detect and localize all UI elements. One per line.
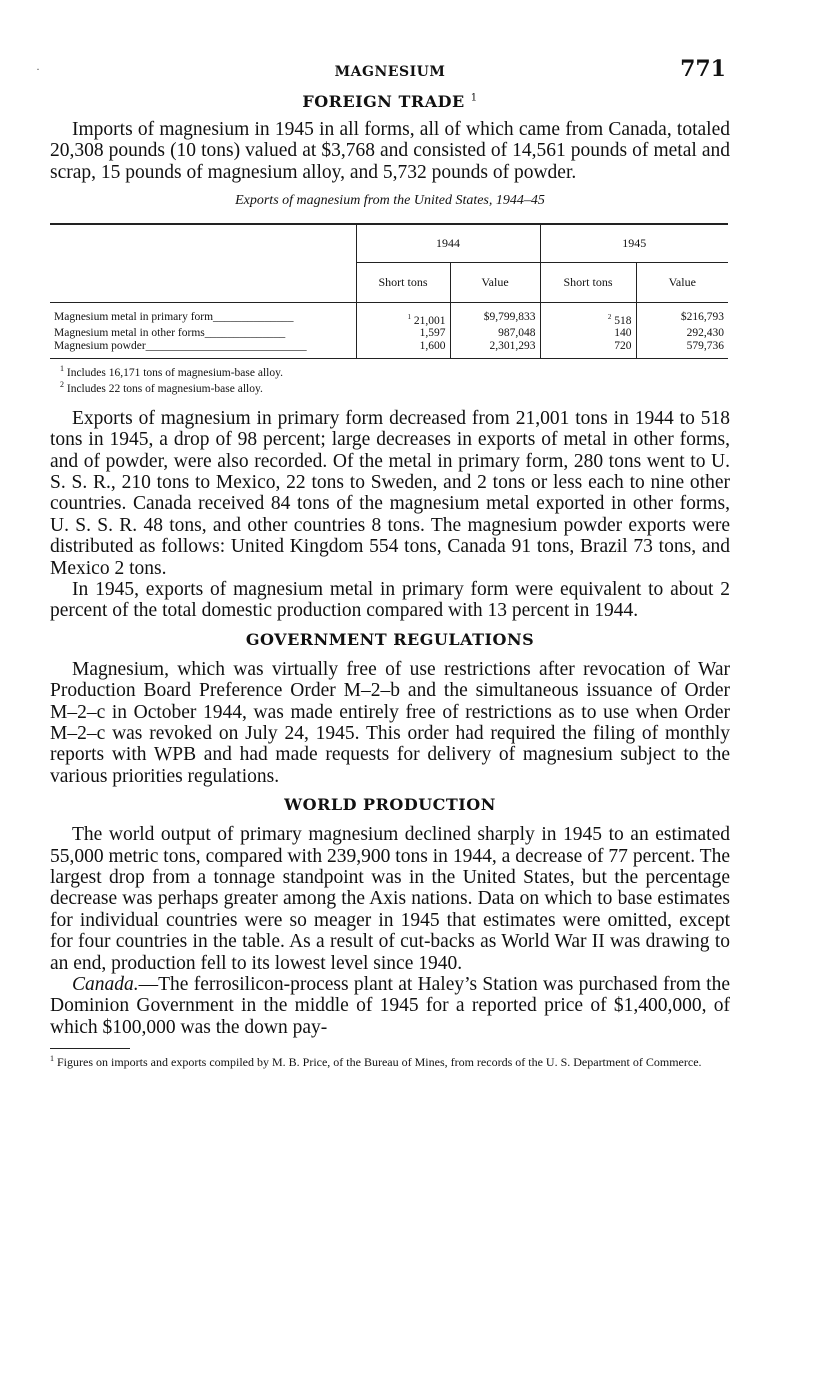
world-production-heading: WORLD PRODUCTION (284, 795, 496, 815)
world-paragraph: The world output of primary magnesium declined sharply in 1945 to an estimated 55,000 metric tons, compared with 239,900 tons in 1944, a decrease of 77 percent. The largest drop from a tonnage standpoint was in the United States, but the percentage decrease was perhaps greater among the Axis nations. Data on which to base estimates for individual countries were so meager in 1945 that estimates were omitted, except for four countries in the table. As a result of cut-backs as World War II was drawing to an end, production fell to its lowest level since 1940. (50, 824, 730, 974)
col-short-tons-1944: Short tons (356, 262, 450, 302)
foreign-trade-heading: FOREIGN TRADE $^1$ (302, 92, 478, 111)
cell-value-1945: 292,430 (636, 327, 728, 340)
cell-value-1945: $216,793 (636, 302, 728, 327)
row-label: Magnesium metal in other forms______________ (54, 327, 286, 340)
running-head: MAGNESIUM (334, 64, 446, 80)
exports-table (50, 223, 728, 359)
cell-tons-1945: 720 (540, 340, 636, 359)
table-row (50, 302, 728, 327)
stub-header (50, 224, 356, 302)
year-header-1944: 1944 (356, 224, 540, 262)
cell-tons-1944: 1,597 (356, 327, 450, 340)
table-row (50, 327, 728, 340)
footnote-rule (50, 1048, 130, 1049)
page-header (36, 56, 730, 86)
canada-paragraph: Canada.—The ferrosilicon-process plant at Haley’s Station was purchased from the Dominion Government in the middle of 1945 for a reported price of $1,400,000, of which $100,000 was the down pay- (50, 974, 730, 1038)
cell-value-1944: $9,799,833 (450, 302, 540, 327)
table-footnote: $^2$ Includes 22 tons of magnesium-base alloy. (60, 380, 263, 396)
col-value-1945: Value (636, 262, 728, 302)
government-regulations-heading: GOVERNMENT REGULATIONS (245, 629, 535, 649)
footnote-ref: 1 (470, 92, 478, 104)
col-value-1944: Value (450, 262, 540, 302)
cell-value-1945: 579,736 (636, 340, 728, 359)
cell-tons-1944: 1,600 (356, 340, 450, 359)
exports-paragraph: In 1945, exports of magnesium metal in primary form were equivalent to about 2 percent of the total domestic production compared with 13 percent in 1944. (50, 578, 730, 622)
table-footnote: $^1$ Includes 16,171 tons of magnesium-base alloy. (60, 364, 283, 379)
row-label: Magnesium powder____________________________ (54, 339, 307, 352)
exports-paragraph: Exports of magnesium in primary form decreased from 21,001 tons in 1944 to 518 tons in 1945, a drop of 98 percent; large decreases in exports of metal in other forms, and of powder, were also recorded. Of the metal in primary form, 280 tons went to U. S. S. R., 210 tons to Mexico, 22 tons to Sweden, and 2 tons or less each to nine other countries. Canada received 84 tons of the magnesium metal exported in other forms, U. S. S. R. 48 tons, and other countries 8 tons. The magnesium powder exports were distributed as follows: United Kingdom 554 tons, Canada 91 tons, Brazil 73 tons, and Mexico 2 tons. (50, 407, 730, 579)
year-header-1945: 1945 (540, 224, 728, 262)
table-row (50, 340, 728, 359)
cell-tons-1945: $^2$ 518 (540, 302, 636, 327)
government-paragraph: Magnesium, which was virtually free of use restrictions after revocation of War Production Board Preference Order M–2–b and the simultaneous issuance of Order M–2–c in October 1944, was made entirely free of restrictions as to use when Order M–2–c was revoked on July 24, 1945. This order had required the filing of monthly reports with WPB and had made requests for delivery of magnesium subject to the various priorities regulations. (50, 658, 730, 787)
row-label: Magnesium metal in primary form______________ (54, 310, 294, 323)
table-caption: Exports of magnesium from the United States, 1944–45 (235, 193, 545, 209)
table-footnotes (60, 363, 730, 396)
col-short-tons-1945: Short tons (540, 262, 636, 302)
page-number: 771 (680, 56, 726, 82)
cell-tons-1944: $^1$ 21,001 (356, 302, 450, 327)
canada-lead: Canada. (72, 974, 139, 996)
cell-value-1944: 987,048 (450, 327, 540, 340)
imports-paragraph: Imports of magnesium in 1945 in all forms, all of which came from Canada, totaled 20,308 pounds (10 tons) valued at $3,768 and consisted of 14,561 pounds of metal and scrap, 15 pounds of magnesium alloy, and 5,732 pounds of powder. (50, 119, 730, 183)
cell-value-1944: 2,301,293 (450, 340, 540, 359)
page-footnote: $^1$ Figures on imports and exports compiled by M. B. Price, of the Bureau of Mines, from records of the U. S. Department of Commerce. (50, 1054, 702, 1070)
cell-tons-1945: 140 (540, 327, 636, 340)
document-page (36, 56, 730, 1070)
margin-mark: · (36, 62, 40, 76)
